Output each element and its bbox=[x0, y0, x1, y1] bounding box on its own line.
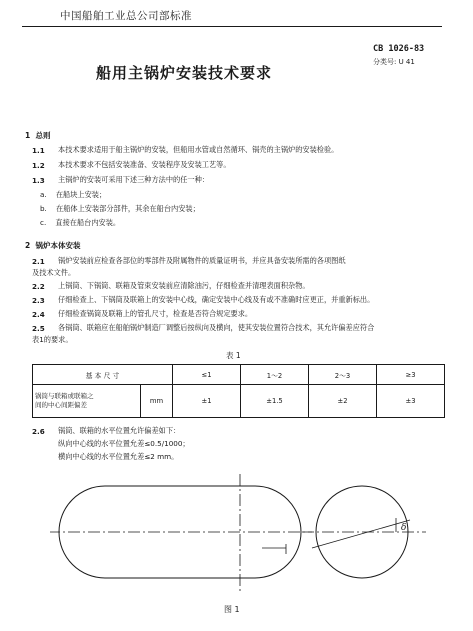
clause-number: 2.6 bbox=[32, 427, 45, 436]
clause-2-1-line1: 锅炉安装前应检查各部位的零部件及附属物件的质量证明书，并应具备安装所需的各项图纸 bbox=[58, 256, 346, 265]
table-column-header: ≥3 bbox=[377, 365, 445, 385]
list-text: 在船体上安装部分部件，其余在船台内安装； bbox=[56, 204, 200, 213]
clause-2-6-line2: 纵向中心线的水平位置允差≤0.5/1000； bbox=[58, 439, 190, 448]
clause-number: 1.1 bbox=[32, 146, 45, 155]
figure-caption: 图 1 bbox=[224, 605, 240, 614]
standard-code: CB 1026-83 bbox=[373, 44, 425, 54]
table-row bbox=[33, 385, 445, 418]
clause-2-2: 上锅筒、下锅筒、联箱及管束安装前应清除油污，仔细检查并清理表面积杂物。 bbox=[58, 281, 310, 290]
list-text: 直接在船台内安装。 bbox=[55, 218, 121, 227]
clause-number: 2.2 bbox=[32, 282, 45, 291]
section-title: 总则 bbox=[35, 131, 51, 140]
list-item bbox=[40, 204, 200, 214]
list-item bbox=[40, 218, 120, 228]
clause-2-6-line1: 锅筒、联箱的水平位置允许偏差如下： bbox=[58, 426, 181, 435]
clause-1-1: 本技术要求适用于船主锅炉的安装，但船用水管或自然循环、锅壳的主锅炉的安装检验。 bbox=[58, 145, 339, 154]
clause-2-3: 仔细检查上、下锅筒及联箱上的安装中心线，确定安装中心线及有或不准确时应更正，并重新标出。 bbox=[58, 295, 375, 304]
header-rule bbox=[22, 26, 442, 27]
table-1 bbox=[32, 364, 445, 418]
section-2-heading bbox=[25, 240, 80, 251]
classification-code: 分类号: U 41 bbox=[373, 58, 415, 66]
table-cell: ±1.5 bbox=[241, 385, 309, 418]
table-cell: ±1 bbox=[173, 385, 241, 418]
table-row-label bbox=[33, 385, 141, 418]
section-number: 2 bbox=[25, 241, 31, 250]
row-label-line: 间的中心间距偏差 bbox=[35, 401, 87, 409]
list-item bbox=[40, 190, 106, 200]
table-column-header: 2～3 bbox=[309, 365, 377, 385]
table-column-header: 1～2 bbox=[241, 365, 309, 385]
figure-1 bbox=[50, 462, 430, 602]
clause-2-4: 仔细检查锅筒及联箱上的管孔尺寸，检查是否符合规定要求。 bbox=[58, 309, 253, 318]
document-title: 船用主锅炉安装技术要求 bbox=[96, 64, 273, 82]
clause-2-5-line1: 各锅筒、联箱应在船舶锅炉制造厂调整后按纵向及横向，使其安装位置符合技术，其允许偏差应符合 bbox=[58, 323, 375, 332]
section-number: 1 bbox=[25, 131, 31, 140]
section-1-heading bbox=[25, 130, 50, 141]
deviation-label: δ bbox=[401, 523, 407, 533]
list-text: 在船块上安装； bbox=[55, 190, 107, 199]
list-mark: c. bbox=[40, 218, 47, 227]
clause-number: 2.5 bbox=[32, 324, 45, 333]
standard-organization: 中国船舶工业总公司部标准 bbox=[60, 10, 192, 22]
clause-number: 1.3 bbox=[32, 176, 45, 185]
clause-2-6-line3: 横向中心线的水平位置允差≤2 mm。 bbox=[58, 452, 179, 461]
table-caption: 表 1 bbox=[226, 351, 241, 360]
clause-number: 2.3 bbox=[32, 296, 45, 305]
table-header-label: 基 本 尺 寸 bbox=[33, 365, 173, 385]
clause-number: 2.4 bbox=[32, 310, 45, 319]
inclined-line bbox=[312, 520, 410, 548]
table-cell: ±2 bbox=[309, 385, 377, 418]
table-column-header: ≤1 bbox=[173, 365, 241, 385]
table-cell: ±3 bbox=[377, 385, 445, 418]
clause-1-2: 本技术要求不包括安装准备、安装程序及安装工艺等。 bbox=[58, 160, 231, 169]
row-label-line: 锅筒与联箱或联箱之 bbox=[35, 392, 94, 400]
clause-1-3: 主锅炉的安装可采用下述三种方法中的任一种： bbox=[58, 175, 209, 184]
table-header-row bbox=[33, 365, 445, 385]
table-unit: mm bbox=[141, 385, 173, 418]
list-mark: a. bbox=[40, 190, 47, 199]
clause-number: 2.1 bbox=[32, 257, 45, 266]
clause-2-1-line2: 及技术文件。 bbox=[32, 268, 76, 277]
list-mark: b. bbox=[40, 204, 47, 213]
clause-number: 1.2 bbox=[32, 161, 45, 170]
section-title: 锅炉本体安装 bbox=[35, 241, 81, 250]
clause-2-5-line2: 表1的要求。 bbox=[32, 335, 73, 344]
